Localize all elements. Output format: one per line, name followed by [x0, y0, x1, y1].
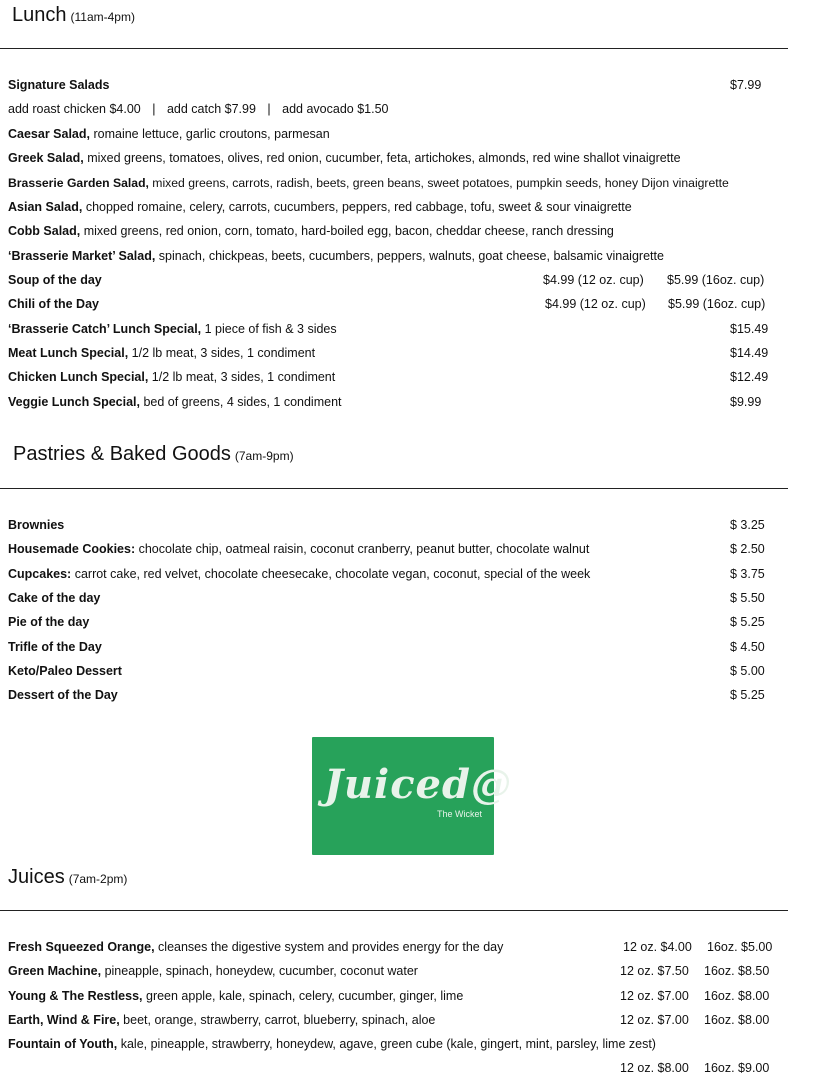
item-price: $ 2.50	[730, 542, 765, 556]
juice-row	[8, 1037, 800, 1059]
item-price: $9.99	[730, 395, 762, 409]
item-desc: carrot cake, red velvet, chocolate cheesecake, chocolate vegan, coconut, special of the week	[71, 567, 591, 581]
item-price: $ 5.25	[730, 688, 765, 702]
price-16oz: 16oz. $5.00	[707, 940, 773, 954]
item-name: Cupcakes:	[8, 567, 72, 581]
item-name: Greek Salad,	[8, 151, 84, 165]
juice-row	[8, 1013, 800, 1035]
menu-item	[8, 127, 800, 149]
item-desc: 1 piece of fish & 3 sides	[201, 322, 337, 336]
item-desc: pineapple, spinach, honeydew, cucumber, coconut water	[101, 964, 418, 978]
item-name: Chili of the Day	[8, 297, 99, 311]
price-small: $4.99 (12 oz. cup)	[545, 297, 646, 311]
lunch-title: Lunch	[12, 4, 67, 26]
addon-chicken: add roast chicken $4.00	[8, 102, 141, 116]
item-name: Green Machine,	[8, 964, 102, 978]
item-name: Cake of the day	[8, 591, 101, 605]
item-desc: 1/2 lb meat, 3 sides, 1 condiment	[128, 346, 316, 360]
juiced-logo	[312, 737, 512, 855]
item-name: Chicken Lunch Special,	[8, 370, 149, 384]
pastries-hours: (7am-9pm)	[234, 449, 294, 463]
item-desc: 1/2 lb meat, 3 sides, 1 condiment	[148, 370, 336, 384]
pastry-row	[8, 567, 800, 589]
addon-catch: add catch $7.99	[166, 102, 256, 116]
item-price: $7.99	[730, 78, 762, 92]
juices-title: Juices	[8, 866, 65, 888]
price-large: $5.99 (16oz. cup)	[667, 273, 765, 287]
menu-item	[8, 176, 800, 198]
soup-row	[8, 273, 800, 295]
pastry-row	[8, 688, 800, 710]
item-price: $ 5.00	[730, 664, 765, 678]
juices-divider	[0, 910, 788, 911]
pastry-row	[8, 640, 800, 662]
item-price: $ 3.75	[730, 567, 765, 581]
item-name: Veggie Lunch Special,	[8, 395, 140, 409]
item-name: Young & The Restless,	[8, 989, 143, 1003]
item-price: $ 3.25	[730, 518, 765, 532]
menu-item	[8, 200, 800, 222]
pastry-row	[8, 542, 800, 564]
signature-salads-row	[8, 78, 800, 100]
item-desc: cleanses the digestive system and provides energy for the day	[154, 940, 504, 954]
chili-row	[8, 297, 800, 319]
item-name: ‘Brasserie Catch’ Lunch Special,	[8, 322, 202, 336]
item-price: $14.49	[730, 346, 769, 360]
logo-subtitle: The Wicket	[437, 809, 483, 819]
menu-item	[8, 249, 800, 271]
item-desc: mixed greens, red onion, corn, tomato, hard-boiled egg, bacon, cheddar cheese, ranch dressing	[80, 224, 614, 238]
item-name: Meat Lunch Special,	[8, 346, 129, 360]
special-row	[8, 370, 800, 392]
addon-avocado: add avocado $1.50	[282, 102, 389, 116]
item-name: Earth, Wind & Fire,	[8, 1013, 120, 1027]
item-name: Brasserie Garden Salad,	[8, 176, 149, 190]
logo-script: Juiced@	[324, 761, 512, 808]
item-desc: romaine lettuce, garlic croutons, parmesan	[90, 127, 330, 141]
menu-item	[8, 151, 800, 173]
price-12oz: 12 oz. $8.00	[620, 1061, 689, 1075]
addon-separator: |	[152, 102, 156, 116]
juice-row	[8, 964, 800, 986]
item-desc: mixed greens, tomatoes, olives, red onion, cucumber, feta, artichokes, almonds, red wine shallot vinaigrette	[83, 151, 681, 165]
juice-row	[8, 940, 800, 962]
item-name: Fountain of Youth,	[8, 1037, 118, 1051]
price-12oz: 12 oz. $7.50	[620, 964, 689, 978]
pastries-section-title	[13, 443, 294, 466]
item-name: Housemade Cookies:	[8, 542, 136, 556]
price-16oz: 16oz. $8.00	[704, 1013, 770, 1027]
addons-row	[8, 102, 800, 124]
pastry-row	[8, 518, 800, 540]
item-price: $ 5.25	[730, 615, 765, 629]
price-12oz: 12 oz. $7.00	[620, 989, 689, 1003]
pastry-row	[8, 591, 800, 613]
special-row	[8, 346, 800, 368]
item-name: ‘Brasserie Market’ Salad,	[8, 249, 156, 263]
item-name: Caesar Salad,	[8, 127, 90, 141]
price-16oz: 16oz. $9.00	[704, 1061, 770, 1075]
pastry-row	[8, 664, 800, 686]
special-row	[8, 395, 800, 417]
item-price: $ 5.50	[730, 591, 765, 605]
pastry-row	[8, 615, 800, 637]
item-name: Cobb Salad,	[8, 224, 81, 238]
price-12oz: 12 oz. $4.00	[623, 940, 692, 954]
juices-hours: (7am-2pm)	[68, 872, 128, 886]
item-name: Signature Salads	[8, 78, 110, 92]
price-16oz: 16oz. $8.50	[704, 964, 770, 978]
addon-separator: |	[267, 102, 271, 116]
item-name: Soup of the day	[8, 273, 102, 287]
item-price: $12.49	[730, 370, 769, 384]
item-name: Fresh Squeezed Orange,	[8, 940, 155, 954]
pastries-divider	[0, 488, 788, 489]
price-large: $5.99 (16oz. cup)	[668, 297, 766, 311]
item-desc: mixed greens, carrots, radish, beets, green beans, sweet potatoes, pumpkin seeds, honey Dijon vinaigrette	[148, 176, 729, 190]
item-desc: spinach, chickpeas, beets, cucumbers, peppers, walnuts, goat cheese, balsamic vinaigrette	[155, 249, 664, 263]
item-desc: bed of greens, 4 sides, 1 condiment	[139, 395, 342, 409]
juices-section-title	[8, 866, 127, 889]
lunch-divider	[0, 48, 788, 49]
menu-item	[8, 224, 800, 246]
item-desc: kale, pineapple, strawberry, honeydew, agave, green cube (kale, gingert, mint, parsley, lime zest)	[117, 1037, 656, 1051]
item-desc: beet, orange, strawberry, carrot, blueberry, spinach, aloe	[119, 1013, 436, 1027]
price-12oz: 12 oz. $7.00	[620, 1013, 689, 1027]
price-small: $4.99 (12 oz. cup)	[543, 273, 644, 287]
item-name: Keto/Paleo Dessert	[8, 664, 122, 678]
lunch-section-title	[12, 4, 135, 27]
item-name: Dessert of the Day	[8, 688, 118, 702]
lunch-hours: (11am-4pm)	[70, 10, 135, 24]
item-name: Brownies	[8, 518, 65, 532]
price-16oz: 16oz. $8.00	[704, 989, 770, 1003]
item-name: Pie of the day	[8, 615, 90, 629]
item-desc: chopped romaine, celery, carrots, cucumbers, peppers, red cabbage, tofu, sweet & sour vinaigrette	[82, 200, 632, 214]
item-desc: green apple, kale, spinach, celery, cucumber, ginger, lime	[142, 989, 464, 1003]
juice-row	[8, 989, 800, 1011]
item-name: Asian Salad,	[8, 200, 83, 214]
item-desc: chocolate chip, oatmeal raisin, coconut cranberry, peanut butter, chocolate walnut	[135, 542, 590, 556]
item-name: Trifle of the Day	[8, 640, 102, 654]
item-price: $15.49	[730, 322, 769, 336]
pastries-title: Pastries & Baked Goods	[13, 443, 231, 465]
item-price: $ 4.50	[730, 640, 765, 654]
special-row	[8, 322, 800, 344]
